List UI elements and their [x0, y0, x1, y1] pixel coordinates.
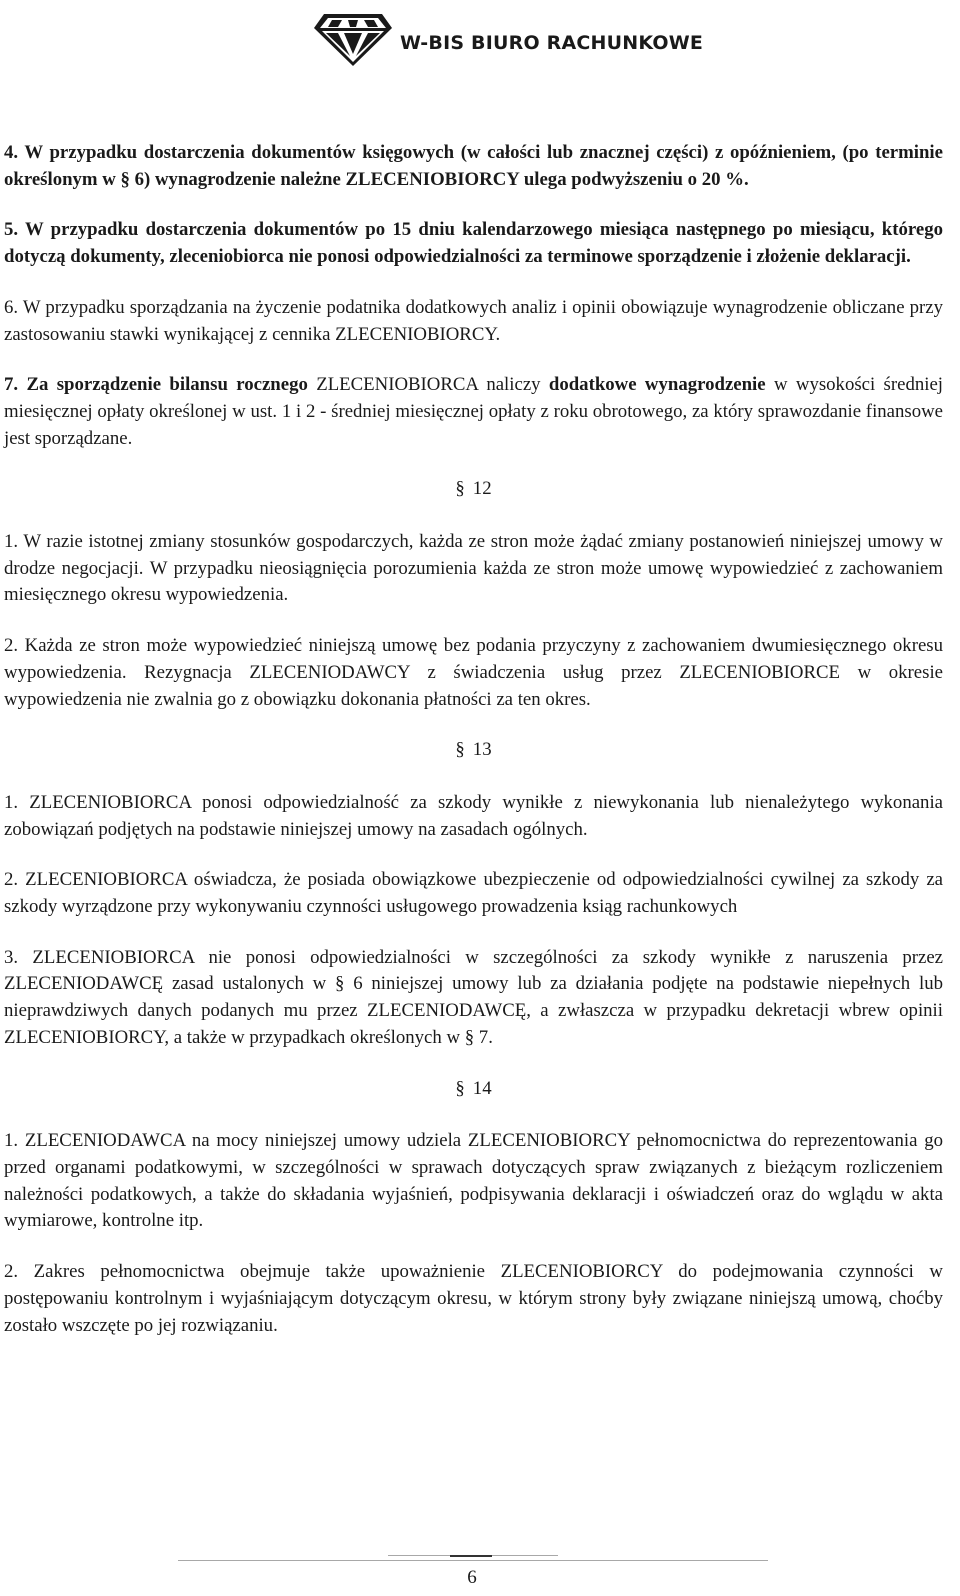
- section-13-item-3: 3. ZLECENIOBIORCA nie ponosi odpowiedzialności w szczególności za szkody wynikłe z naruszenia przez ZLECENIODAWCĘ zasad ustalonych w § 6 niniejszej umowy lub za działania podjęte na podstawie niepełnych lub nieprawdziwych danych podanych mu przez ZLECENIODAWCĘ, a zwłaszcza w przypadku dekretacji wbrew opinii ZLECENIOBIORCY, a także w przypadkach określonych w § 7.: [4, 946, 943, 1048]
- section-14-item-1: 1. ZLECENIODAWCA na mocy niniejszej umowy udziela ZLECENIOBIORCY pełnomocnictwa do reprezentowania go przed organami podatkowymi, w szczególności w sprawach dotyczących spraw związanych z bieżącym rozliczeniem należności podatkowych, a także do składania wyjaśnień, podpisywania deklaracji i oświadczeń oraz do wglądu w akta wymiarowe, kontrolne itp.: [4, 1130, 943, 1232]
- document-body: [4, 140, 943, 1363]
- section-sign: §: [455, 478, 465, 500]
- paragraph-7-rest: w wysokości średniej miesięcznej opłaty określonej w ust. 1 i 2 - średniej miesięcznej opłaty z roku obrotowego, za który sprawozdanie finansowe jest sporządzane.: [4, 374, 944, 449]
- paragraph-5: 5. W przypadku dostarczenia dokumentów po 15 dniu kalendarzowego miesiąca następnego po miesiącu, którego dotyczą dokumenty, zleceniobiorca nie ponosi odpowiedzialności za terminowe sporządzenie i złożenie deklaracji.: [4, 219, 943, 268]
- section-heading-13: [4, 737, 943, 764]
- paragraph-4: 4. W przypadku dostarczenia dokumentów księgowych (w całości lub znacznej części) z opóźnieniem, (po terminie określonym w § 6) wynagrodzenie należne ZLECENIOBIORCY ulega podwyższeniu o 20 %.: [4, 142, 943, 190]
- page-header: [0, 6, 960, 68]
- paragraph-7-number: 7.: [4, 374, 27, 396]
- section-number: 14: [472, 1077, 492, 1099]
- page-footer: [0, 1555, 960, 1596]
- page-number: 6: [467, 1567, 477, 1588]
- paragraph-7-bold-phrase: dodatkowe wynagrodzenie: [548, 374, 766, 396]
- section-number: 13: [472, 739, 492, 761]
- section-13-item-2: 2. ZLECENIOBIORCA oświadcza, że posiada obowiązkowe ubezpieczenie od odpowiedzialności cywilnej za szkody za szkody wyrządzone przy wykonywaniu czynności usługowego prowadzenia ksiąg rachunkowych: [4, 869, 943, 918]
- paragraph-7: [4, 372, 943, 452]
- section-14-item-2: 2. Zakres pełnomocnictwa obejmuje także upoważnienie ZLECENIOBIORCY do podejmowania czynności w postępowaniu kontrolnym i wyjaśniającym dotyczącym okresu, w którym strony były związane niniejszą umową, choćby zostało wszczęte po jej rozwiązaniu.: [4, 1261, 943, 1336]
- section-sign: §: [455, 1077, 465, 1099]
- section-12-item-1: 1. W razie istotnej zmiany stosunków gospodarczych, każda ze stron może żądać zmiany postanowień niniejszej umowy w drodze negocjacji. W przypadku nieosiągnięcia porozumienia każda ze stron może umowę wypowiedzieć z zachowaniem miesięcznego okresu wypowiedzenia.: [4, 531, 943, 606]
- paragraph-7-bold-lead: Za sporządzenie bilansu rocznego: [26, 374, 308, 396]
- section-number: 12: [472, 478, 492, 500]
- diamond-gem-icon: [312, 10, 394, 68]
- footer-divider: [178, 1560, 768, 1561]
- company-logo: [312, 10, 703, 68]
- section-heading-12: [4, 476, 943, 503]
- paragraph-7-middle: ZLECENIOBIORCA naliczy: [307, 374, 549, 396]
- section-heading-14: [4, 1076, 943, 1103]
- section-12-item-2: 2. Każda ze stron może wypowiedzieć niniejszą umowę bez podania przyczyny z zachowaniem dwumiesięcznego okresu wypowiedzenia. Rezygnacja ZLECENIODAWCY z świadczenia usług przez ZLECENIOBIORCE w okresie wypowiedzenia nie zwalnia go z obowiązku dokonania płatności za ten okres.: [4, 635, 943, 710]
- footer-divider-accent: [450, 1555, 492, 1557]
- section-13-item-1: 1. ZLECENIOBIORCA ponosi odpowiedzialność za szkody wynikłe z niewykonania lub nienależytego wykonania zobowiązań podjętych na podstawie niniejszej umowy na zasadach ogólnych.: [4, 791, 943, 840]
- logo-text: W-BIS BIURO RACHUNKOWE: [400, 32, 704, 54]
- paragraph-6: 6. W przypadku sporządzania na życzenie podatnika dodatkowych analiz i opinii obowiązuje wynagrodzenie obliczane przy zastosowaniu stawki wynikającej z cennika ZLECENIOBIORCY.: [4, 296, 943, 345]
- section-sign: §: [455, 739, 465, 761]
